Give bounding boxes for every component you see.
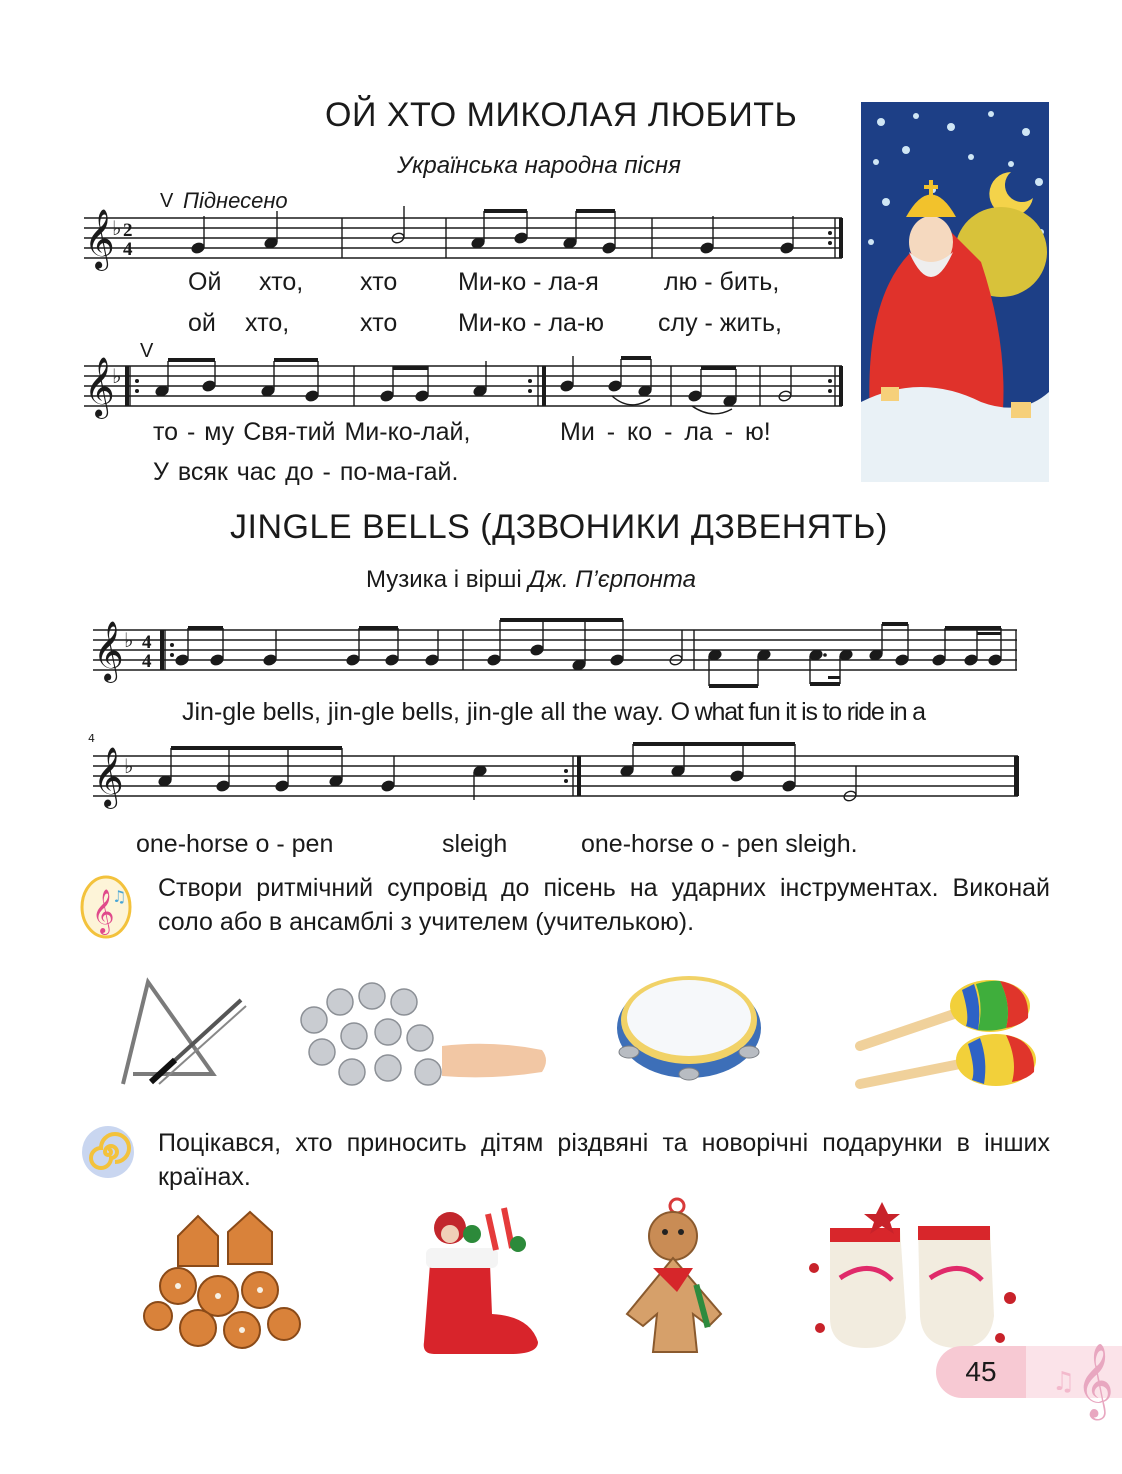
lyric-word: хто, bbox=[245, 309, 290, 337]
song2-credit bbox=[366, 566, 696, 594]
page-number: 45 bbox=[936, 1346, 1026, 1398]
lyric-word: Ми-ко - ла-я bbox=[458, 268, 599, 296]
svg-text:𝄞: 𝄞 bbox=[84, 209, 115, 269]
lyric-word: хто bbox=[360, 309, 398, 337]
song2-lyrics-line1-b: O what fun it is to ride in a bbox=[670, 698, 925, 726]
svg-text:♭: ♭ bbox=[112, 364, 122, 388]
svg-text:𝄞: 𝄞 bbox=[84, 357, 115, 417]
christmas-boot-icon bbox=[400, 1204, 545, 1359]
tambourine-icon bbox=[607, 966, 772, 1086]
song2-lyrics-line1-a: Jin-gle bells, jin-gle bells, jin-gle all the way. bbox=[182, 698, 664, 726]
svg-text:♫: ♫ bbox=[112, 887, 127, 906]
song1-lyrics-line4: У всяк час до - по-ма-гай. bbox=[153, 458, 459, 486]
lyric-word: Ми-ко - ла-ю bbox=[458, 309, 605, 337]
svg-text:♫: ♫ bbox=[1052, 1367, 1076, 1397]
treble-clef-icon bbox=[1050, 1330, 1114, 1420]
svg-text:𝄞: 𝄞 bbox=[93, 747, 124, 807]
svg-text:4: 4 bbox=[142, 632, 152, 653]
song1-subtitle: Українська народна пісня bbox=[397, 152, 681, 179]
triangle-icon bbox=[103, 974, 253, 1094]
treble-clef-icon bbox=[78, 874, 134, 940]
lyric-word: Ой bbox=[188, 268, 222, 296]
lyric-word: one-horse o - pen bbox=[136, 830, 334, 858]
lyric-word: хто, bbox=[259, 268, 304, 296]
svg-text:𝄞: 𝄞 bbox=[1076, 1344, 1114, 1418]
task2-text: Поцікався, хто приносить дітям різдвяні та новорічні подарунки в інших країнах. bbox=[158, 1129, 1050, 1191]
svg-text:♭: ♭ bbox=[124, 754, 134, 778]
svg-text:𝄞: 𝄞 bbox=[93, 621, 124, 681]
svg-text:4: 4 bbox=[88, 732, 95, 745]
lyric-word: sleigh bbox=[442, 830, 508, 858]
song2-credit-author: Дж. П’єрпонта bbox=[528, 566, 696, 593]
lyric-word: слу - жить, bbox=[658, 309, 782, 337]
svg-text:♭: ♭ bbox=[112, 216, 122, 240]
song2-credit-plain: Музика і вірші bbox=[366, 566, 522, 593]
lyric-word: хто bbox=[360, 268, 398, 296]
gingerbread-icon bbox=[138, 1206, 318, 1356]
song1-lyrics-line3-end: Ми - ко - ла - ю! bbox=[560, 418, 771, 446]
svg-text:2: 2 bbox=[123, 220, 133, 241]
mittens-icon bbox=[800, 1198, 1030, 1358]
saint-nicholas-illustration bbox=[861, 102, 1049, 482]
lyric-word: лю - бить, bbox=[664, 268, 780, 296]
task1-text: Створи ритмічний супровід до пісень на ударних інструментах. Виконай соло або в ансамблі з учителем (учителькою). bbox=[158, 874, 1050, 936]
lyric-word: one-horse o - pen sleigh. bbox=[581, 830, 858, 858]
song2-lyrics-line1 bbox=[182, 698, 925, 727]
svg-text:4: 4 bbox=[142, 651, 152, 672]
svg-text:4: 4 bbox=[123, 239, 133, 260]
lyric-word: ой bbox=[188, 309, 216, 337]
svg-text:♭: ♭ bbox=[124, 628, 134, 652]
svg-text:𝄞: 𝄞 bbox=[92, 889, 115, 933]
song2-title: JINGLE BELLS (ДЗВОНИКИ ДЗВЕНЯТЬ) bbox=[230, 508, 888, 546]
song1-title: ОЙ ХТО МИКОЛАЯ ЛЮБИТЬ bbox=[325, 96, 798, 134]
maracas-icon bbox=[850, 976, 1035, 1096]
tempo-marking: Піднесено bbox=[183, 188, 288, 213]
song1-lyrics-line3: то - му Свя-тий Ми-ко-лай, bbox=[153, 418, 471, 446]
jingle-bells-stick-icon bbox=[292, 980, 552, 1100]
breath-mark: V bbox=[160, 190, 174, 212]
spiral-icon bbox=[80, 1124, 136, 1180]
gingerbread-man-icon bbox=[617, 1196, 732, 1356]
breath-mark: V bbox=[140, 340, 154, 362]
